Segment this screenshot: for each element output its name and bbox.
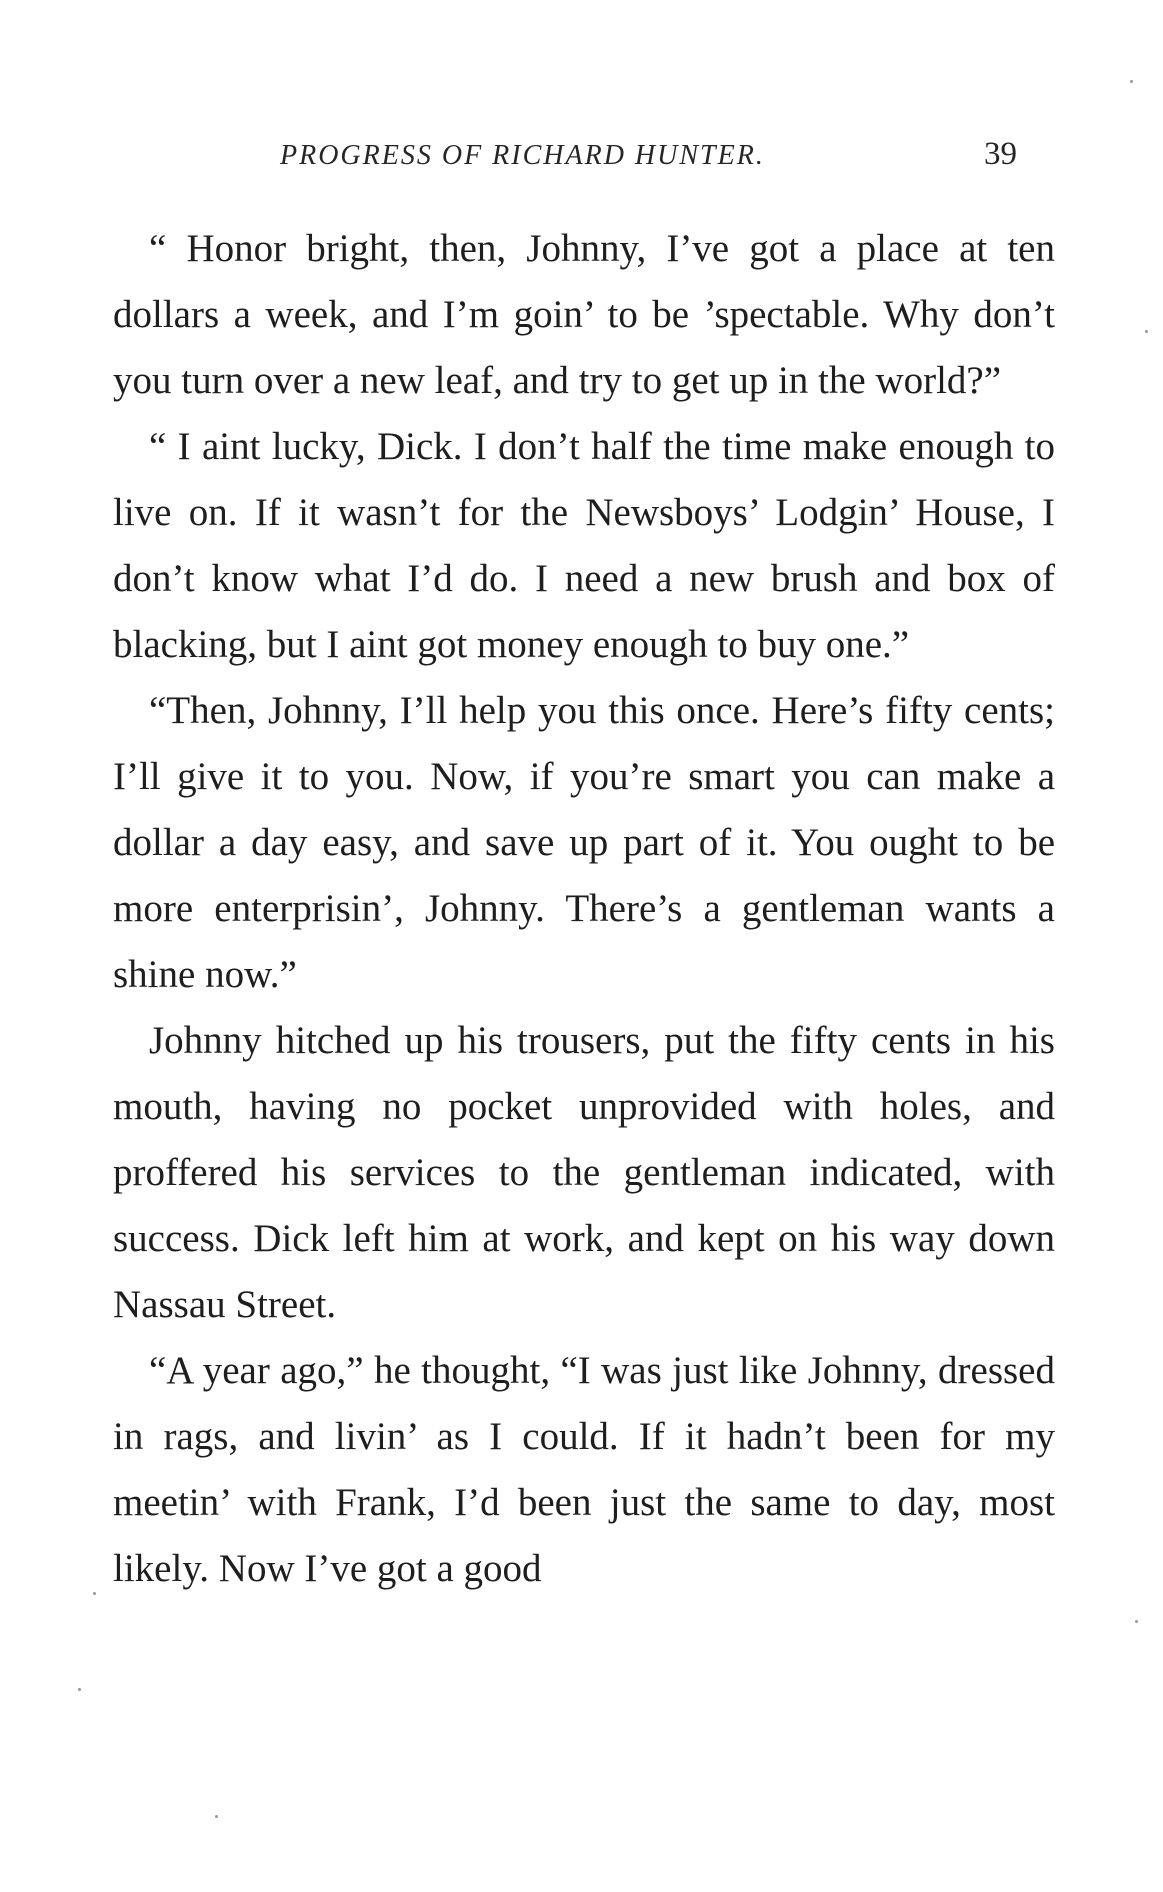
- paper-speck: [1130, 80, 1133, 83]
- paragraph-honor-bright: “ Honor bright, then, Johnny, I’ve got a place at ten dollars a week, and I’m goin’ to be ’spectable. Why don’t you turn over a new leaf, and try to get up in the world?”: [113, 227, 1055, 402]
- running-head: PROGRESS OF RICHARD HUNTER.: [280, 140, 765, 171]
- body-text: [113, 216, 1055, 1602]
- paper-speck: [78, 1688, 81, 1691]
- paragraph-johnny-hitched: Johnny hitched up his trousers, put the fifty cents in his mouth, having no pocket unprovided with holes, and proffered his services to the gentleman indicated, with success. Dick left him at work, and kept on his way down Nassau Street.: [113, 1019, 1055, 1326]
- paragraph-year-ago: “A year ago,” he thought, “I was just like Johnny, dressed in rags, and livin’ as I could. If it hadn’t been for my meetin’ with Frank, I’d been just the same to day, most likely. Now I’ve got a good: [113, 1349, 1055, 1590]
- page-header: [270, 126, 1020, 176]
- page-number: 39: [984, 136, 1017, 172]
- paper-speck: [215, 1815, 218, 1818]
- paragraph-help-you: “Then, Johnny, I’ll help you this once. Here’s fifty cents; I’ll give it to you. Now, if you’re smart you can make a dollar a day easy, and save up part of it. You ought to be more enterprisin’, Johnny. There’s a gentleman wants a shine now.”: [113, 689, 1055, 996]
- paper-speck: [93, 1592, 96, 1595]
- paper-speck: [1145, 330, 1148, 333]
- paper-speck: [1135, 1620, 1138, 1623]
- paragraph-aint-lucky: “ I aint lucky, Dick. I don’t half the time make enough to live on. If it wasn’t for the Newsboys’ Lodgin’ House, I don’t know what I’d do. I need a new brush and box of blacking, but I aint got money enough to buy one.”: [113, 425, 1055, 666]
